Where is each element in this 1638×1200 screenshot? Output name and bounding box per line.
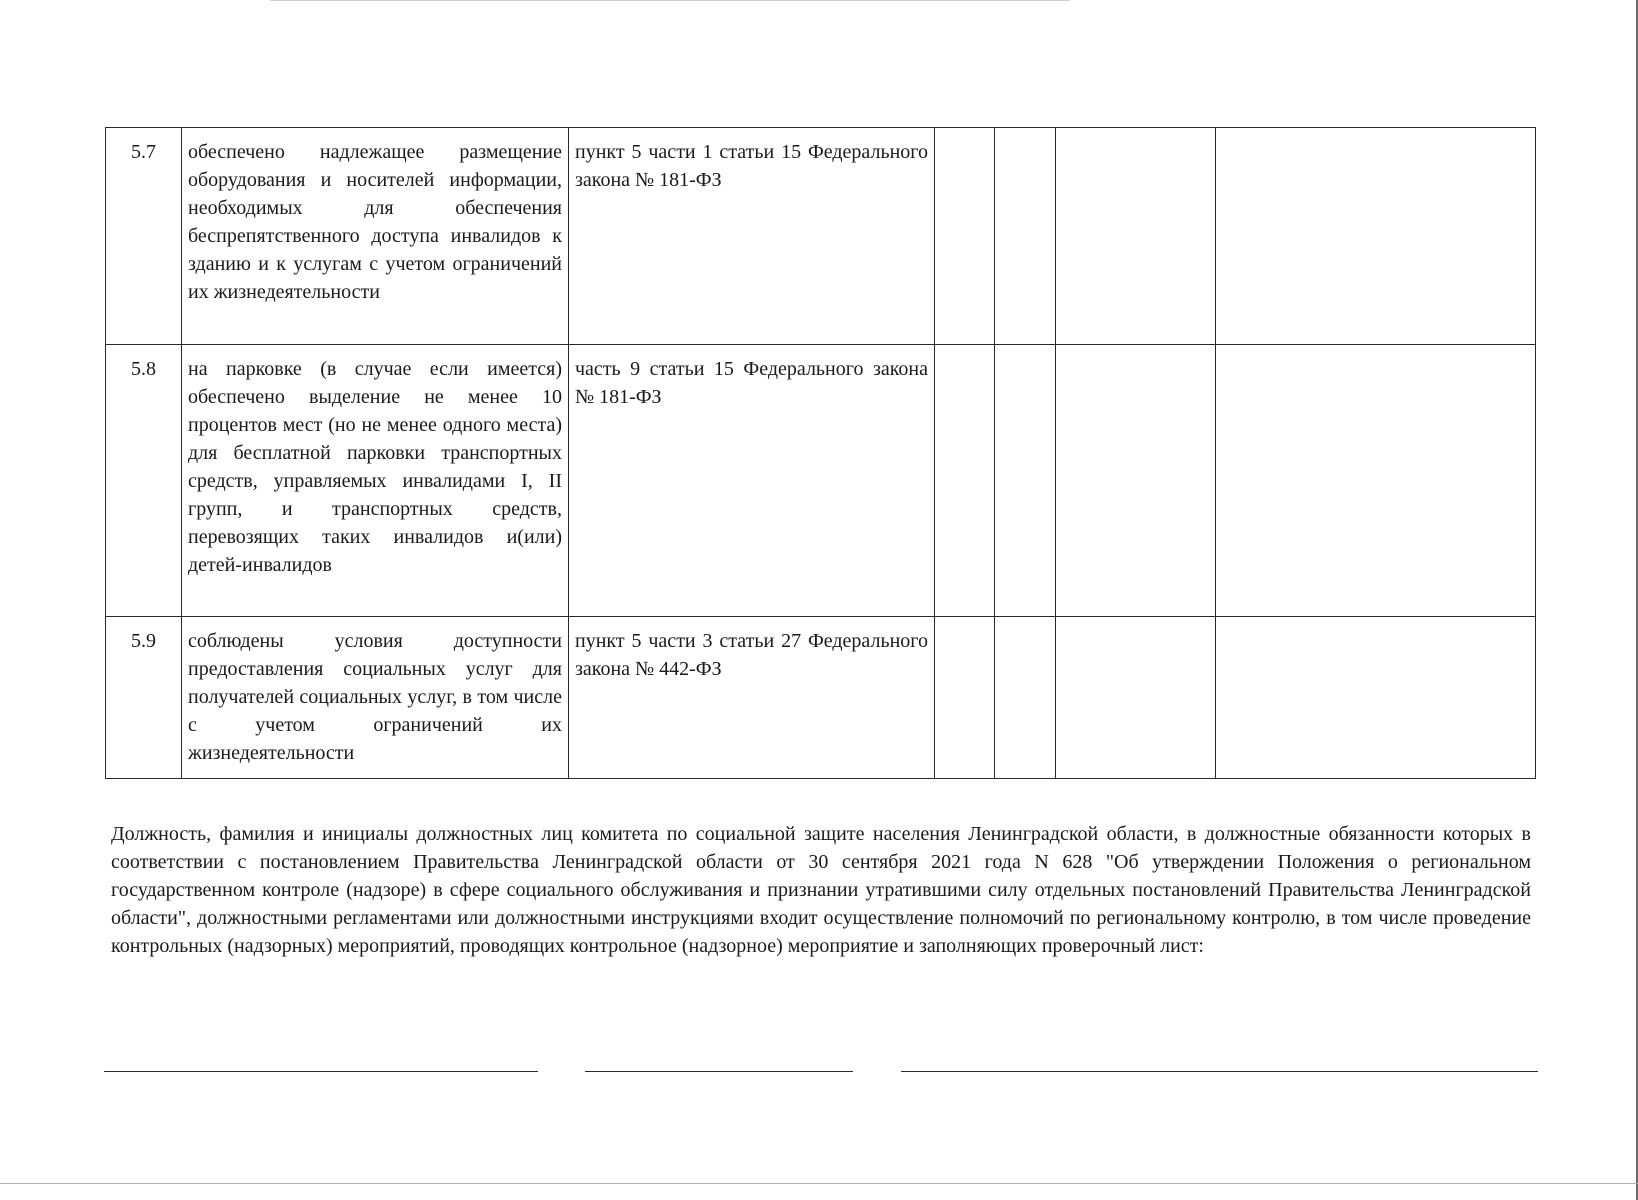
officials-statement: Должность, фамилия и инициалы должностных лиц комитета по социальной защите населения Ленинградской области, в должностные обязанности которых в соответствии с постановлением Правительства Ленинградской области от 30 сентября 2021 года N 628 "Об утверждении Положения о региональном государственном контроле (надзоре) в сфере социального обслуживания и признании утратившими силу отдельных постановлений Правительства Ленинградской области", должностными регламентами или должностными инструкциями входит осуществление полномочий по региональному контролю, в том числе проведение контрольных (надзорных) мероприятий, проводящих контрольное (надзорное) мероприятие и заполняющих проверочный лист: bbox=[111, 823, 1531, 957]
signature-line-name bbox=[901, 1071, 1538, 1072]
table-row bbox=[106, 345, 1536, 617]
signature-line-signature bbox=[585, 1071, 853, 1072]
note-cell bbox=[1216, 617, 1536, 779]
row-number: 5.8 bbox=[106, 345, 182, 617]
legal-reference: пункт 5 части 1 статьи 15 Федерального закона № 181-ФЗ bbox=[569, 128, 935, 345]
table-row bbox=[106, 128, 1536, 345]
legal-reference: пункт 5 части 3 статьи 27 Федерального закона № 442-ФЗ bbox=[569, 617, 935, 779]
row-number: 5.7 bbox=[106, 128, 182, 345]
answer-yes-cell bbox=[935, 128, 995, 345]
signature-line-position bbox=[104, 1071, 538, 1072]
answer-no-cell bbox=[995, 345, 1056, 617]
table-row bbox=[106, 617, 1536, 779]
answer-na-cell bbox=[1056, 128, 1216, 345]
scan-artifact-top bbox=[270, 0, 1070, 1]
answer-na-cell bbox=[1056, 345, 1216, 617]
legal-reference: часть 9 статьи 15 Федерального закона № 181-ФЗ bbox=[569, 345, 935, 617]
scan-artifact-bottom bbox=[0, 1183, 1638, 1184]
requirement-text: соблюдены условия доступности предоставления социальных услуг для получателей социальных услуг, в том числе с учетом ограничений их жизнедеятельности bbox=[182, 617, 569, 779]
answer-no-cell bbox=[995, 128, 1056, 345]
answer-na-cell bbox=[1056, 617, 1216, 779]
requirement-text: обеспечено надлежащее размещение оборудования и носителей информации, необходимых для обеспечения беспрепятственного доступа инвалидов к зданию и к услугам с учетом ограничений их жизнедеятельности bbox=[182, 128, 569, 345]
requirement-text: на парковке (в случае если имеется) обеспечено выделение не менее 10 процентов мест (но не менее одного места) для бесплатной парковки транспортных средств, управляемых инвалидами I, II групп, и транспортных средств, перевозящих таких инвалидов и(или) детей-инвалидов bbox=[182, 345, 569, 617]
note-cell bbox=[1216, 345, 1536, 617]
answer-no-cell bbox=[995, 617, 1056, 779]
row-number: 5.9 bbox=[106, 617, 182, 779]
note-cell bbox=[1216, 128, 1536, 345]
checklist-table bbox=[105, 127, 1536, 779]
answer-yes-cell bbox=[935, 345, 995, 617]
answer-yes-cell bbox=[935, 617, 995, 779]
